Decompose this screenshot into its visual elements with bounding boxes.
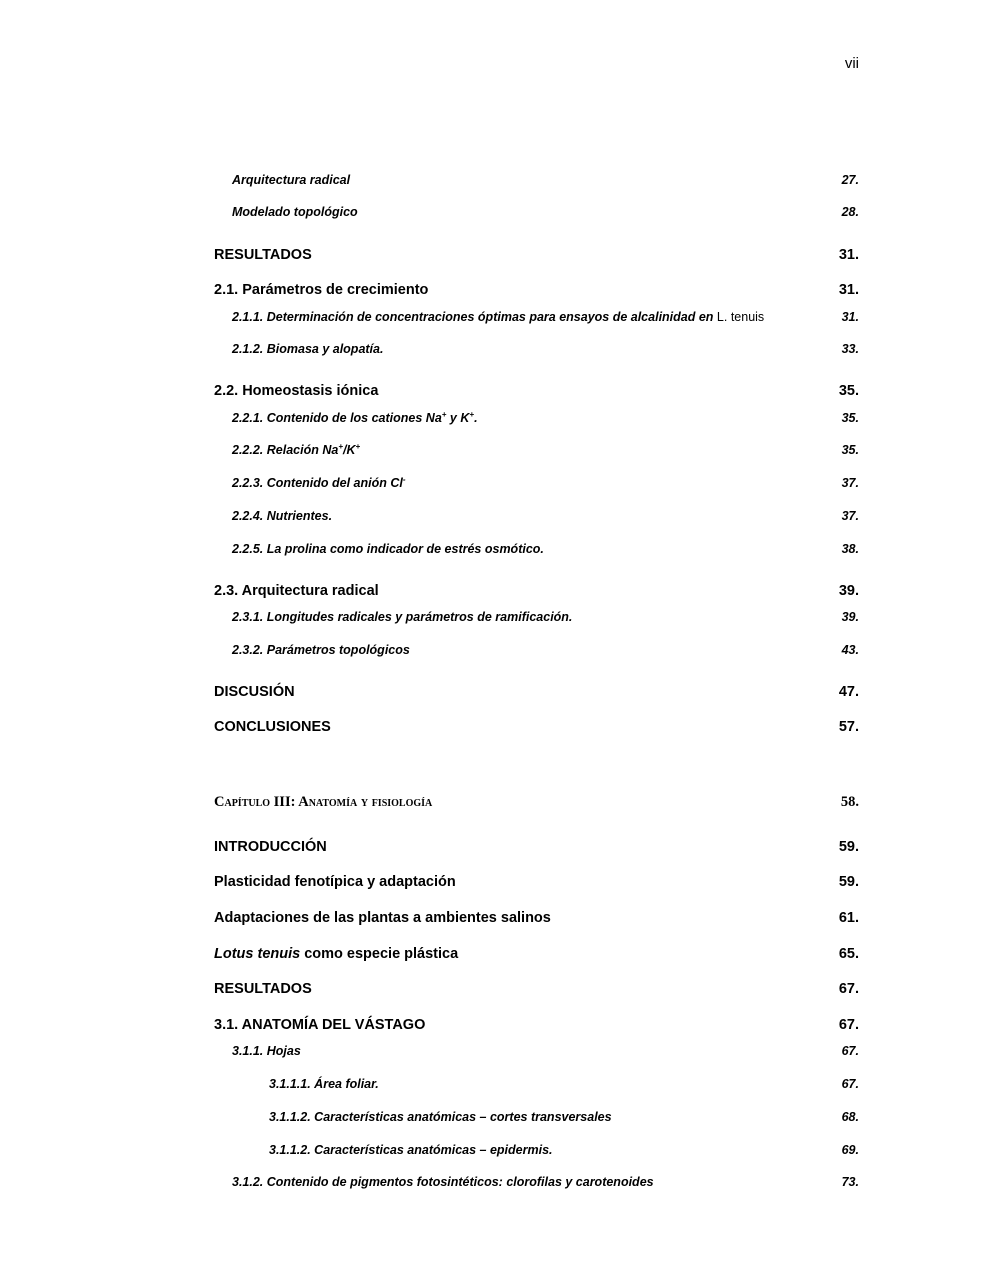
toc-label: Modelado topológico (232, 205, 358, 219)
toc-page: 67. (838, 1017, 859, 1033)
toc-page: 31. (838, 247, 859, 263)
toc-page: 59. (838, 839, 859, 855)
toc-label: DISCUSIÓN (214, 684, 295, 700)
toc-label: 3.1.1.2. Características anatómicas – epidermis. (269, 1143, 553, 1157)
toc-page: 39. (841, 610, 859, 624)
toc-page: 35. (841, 443, 859, 457)
toc-page: 73. (841, 1175, 859, 1189)
toc-label: 2.3.2. Parámetros topológicos (232, 643, 410, 657)
toc-label: 2.2.1. Contenido de los cationes Na+ y K+. (232, 409, 478, 425)
toc-label: RESULTADOS (214, 981, 312, 997)
toc-page: 67. (841, 1044, 859, 1058)
toc-label: 3.1. ANATOMÍA DEL VÁSTAGO (214, 1017, 426, 1033)
toc-label: 2.3.1. Longitudes radicales y parámetros de ramificación. (232, 610, 573, 624)
toc-label: 2.3. Arquitectura radical (214, 583, 379, 599)
toc-page: 47. (838, 684, 859, 700)
toc-label: RESULTADOS (214, 247, 312, 263)
toc-page: 37. (841, 476, 859, 490)
chapter-title: Capítulo III: Anatomía y fisiología (214, 794, 433, 810)
toc-label: 2.1.1. Determinación de concentraciones óptimas para ensayos de alcalinidad en L. tenuis (232, 310, 765, 324)
toc-page: 35. (838, 383, 859, 399)
toc-page: 35. (841, 411, 859, 425)
toc-label: 3.1.1. Hojas (232, 1044, 301, 1058)
toc-page: 28. (841, 205, 859, 219)
toc-page: 65. (838, 946, 859, 962)
toc-page: 57. (838, 719, 859, 735)
toc-page: 67. (841, 1077, 859, 1091)
toc-page: 67. (838, 981, 859, 997)
toc-label: 2.2.3. Contenido del anión Cl- (232, 474, 406, 490)
toc-label: 2.1.2. Biomasa y alopatía. (232, 342, 384, 356)
toc-page: 31. (838, 282, 859, 298)
toc-label: 2.2.4. Nutrientes. (232, 509, 333, 523)
toc-page: 27. (841, 173, 859, 187)
toc-page: 61. (838, 910, 859, 926)
toc-page: 33. (841, 342, 859, 356)
toc-page: 69. (841, 1143, 859, 1157)
species-name: L. tenuis (716, 310, 765, 324)
toc-label: 3.1.2. Contenido de pigmentos fotosintéticos: clorofilas y carotenoides (232, 1175, 654, 1189)
species-name: Lotus tenuis (214, 946, 301, 962)
toc-page: 38. (841, 542, 859, 556)
toc-page: 39. (838, 583, 859, 599)
toc-label: 2.2. Homeostasis iónica (214, 383, 379, 399)
toc-label: CONCLUSIONES (214, 719, 331, 735)
toc-label: Lotus tenuis como especie plástica (214, 946, 459, 962)
toc-label: Plasticidad fenotípica y adaptación (214, 874, 456, 890)
toc-label: 3.1.1.2. Características anatómicas – cortes transversales (269, 1110, 612, 1124)
toc-page: 37. (841, 509, 859, 523)
toc-page: 43. (841, 643, 859, 657)
page-number: vii (844, 55, 859, 72)
toc-label: 3.1.1.1. Área foliar. (269, 1077, 379, 1091)
toc-label: INTRODUCCIÓN (214, 839, 327, 855)
toc-label: Adaptaciones de las plantas a ambientes salinos (214, 910, 551, 926)
toc-page: 68. (841, 1110, 859, 1124)
toc-label: Arquitectura radical (232, 173, 351, 187)
toc-label: 2.1. Parámetros de crecimiento (214, 282, 429, 298)
toc-page: 58. (840, 794, 859, 810)
toc-label: 2.2.5. La prolina como indicador de estrés osmótico. (232, 542, 544, 556)
toc-page: 59. (838, 874, 859, 890)
toc-page: 31. (841, 310, 859, 324)
toc-label: 2.2.2. Relación Na+/K+ (232, 441, 361, 457)
